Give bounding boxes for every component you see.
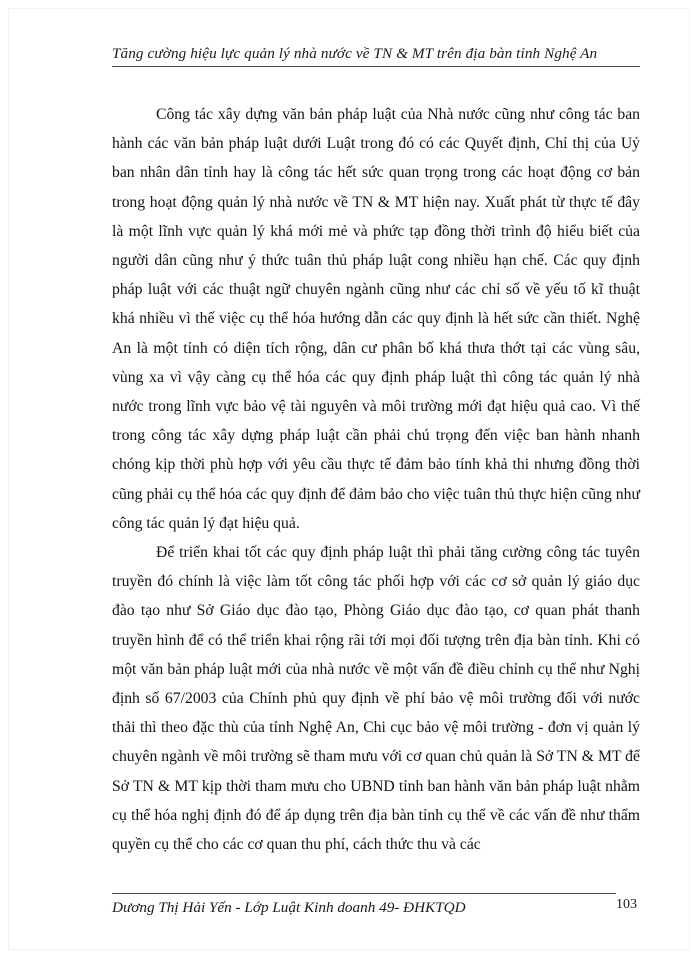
footer-rule xyxy=(112,893,616,894)
header-rule xyxy=(112,66,640,67)
running-header: Tăng cường hiệu lực quản lý nhà nước về TN & MT trên địa bàn tỉnh Nghệ An xyxy=(112,45,598,62)
body-text xyxy=(112,100,640,859)
paragraph: Để triển khai tốt các quy định pháp luật thì phải tăng cường công tác tuyên truyền đó chính là việc làm tốt công tác phối hợp với các cơ sở quản lý giáo dục đào tạo như Sở Giáo dục đào tạo, Phòng Giáo dục đào tạo, cơ quan phát thanh truyền hình để có thể triển khai rộng rãi tới mọi đối tượng trên địa bàn tỉnh. Khi có một văn bản pháp luật mới của nhà nước về một vấn đề điều chỉnh cụ thể như Nghị định số 67/2003 của Chính phủ quy định về phí bảo vệ môi trường đối với nước thải thì theo đặc thù của tỉnh Nghệ An, Chi cục bảo vệ môi trường - đơn vị quản lý chuyên ngành về môi trường sẽ tham mưu với cơ quan chủ quản là Sở TN & MT để Sở TN & MT kịp thời tham mưu cho UBND tỉnh ban hành văn bản pháp luật nhằm cụ thể hóa nghị định đó để áp dụng trên địa bàn tỉnh cụ thể về các vấn đề như thẩm quyền cụ thể cho các cơ quan thu phí, cách thức thu và các xyxy=(112,544,640,854)
page-number: 103 xyxy=(616,897,637,912)
paragraph: Công tác xây dựng văn bản pháp luật của Nhà nước cũng như công tác ban hành các văn bản pháp luật dưới Luật trong đó có các Quyết định, Chỉ thị của Uỷ ban nhân dân tỉnh hay là công tác hết sức quan trọng trong các hoạt động cơ bản trong hoạt động quản lý nhà nước về TN & MT hiện nay. Xuất phát từ thực tế đây là một lĩnh vực quản lý khá mới mẻ và phức tạp đồng thời trình độ hiểu biết của người dân cũng như ý thức tuân thủ pháp luật cong nhiều hạn chế. Các quy định pháp luật với các thuật ngữ chuyên ngành cũng như các chỉ số về yếu tố kĩ thuật khá nhiều vì thế việc cụ thể hóa hướng dẫn các quy định là hết sức cần thiết. Nghệ An là một tỉnh có diện tích rộng, dân cư phân bố khá thưa thớt tại các vùng sâu, vùng xa vì vậy càng cụ thể hóa các quy định pháp luật thì công tác quản lý nhà nước trong lĩnh vực bảo vệ tài nguyên và môi trường mới đạt hiệu quả cao. Vì thế trong công tác xây dựng pháp luật cần phải chú trọng đến việc ban hành nhanh chóng kịp thời phù hợp với yêu cầu thực tế đảm bảo tính khả thi nhưng đồng thời cũng phải cụ thể hóa các quy định để đảm bảo cho việc tuân thủ thực hiện cũng như công tác quản lý đạt hiệu quả. xyxy=(112,106,640,532)
running-footer: Dương Thị Hải Yến - Lớp Luật Kinh doanh 49- ĐHKTQD xyxy=(112,899,466,916)
